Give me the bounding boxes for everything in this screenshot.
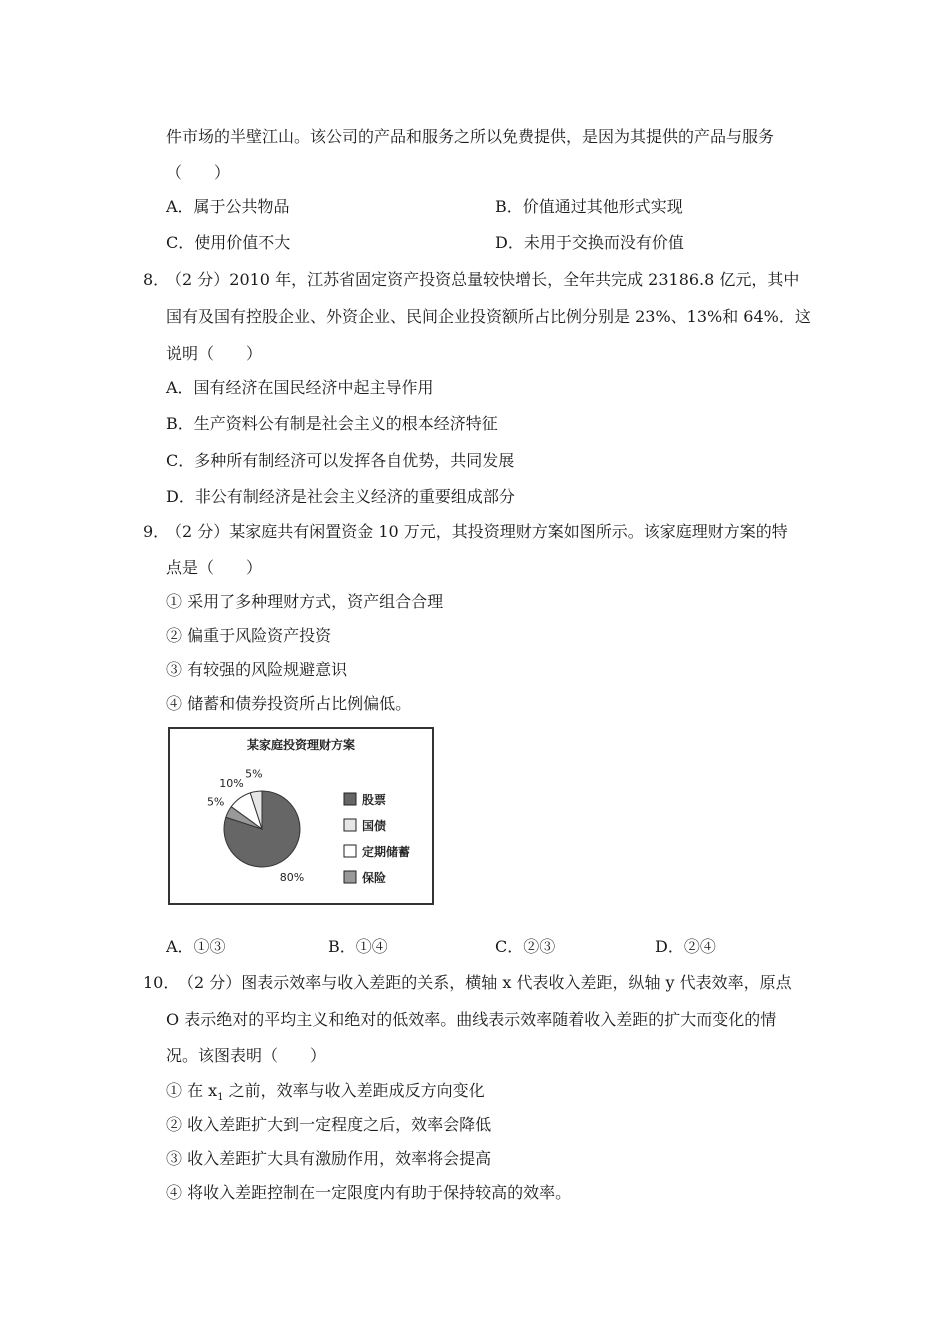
q8-option-c[interactable]: C．多种所有制经济可以发挥各自优势，共同发展 — [166, 451, 515, 470]
legend-label-deposit: 定期储蓄 — [362, 845, 411, 859]
q9-item-1: ① 采用了多种理财方式，资产组合合理 — [166, 592, 444, 611]
q8-option-d[interactable]: D．非公有制经济是社会主义经济的重要组成部分 — [166, 487, 515, 506]
q7-option-c[interactable]: C．使用价值不大 — [166, 233, 291, 252]
q10-item-1-sub: 1 — [217, 1092, 224, 1104]
q8-option-b[interactable]: B．生产资料公有制是社会主义的根本经济特征 — [166, 414, 498, 433]
legend-swatch-insurance — [344, 871, 356, 883]
q9-item-4: ④ 储蓄和债券投资所占比例偏低。 — [166, 694, 412, 713]
legend-label-insurance: 保险 — [362, 871, 387, 885]
q10-stem-line2: O 表示绝对的平均主义和绝对的低效率。曲线表示效率随着收入差距的扩大而变化的情 — [166, 1010, 777, 1029]
q7-option-d[interactable]: D．未用于交换而没有价值 — [495, 233, 684, 252]
q9-item-2: ② 偏重于风险资产投资 — [166, 626, 332, 645]
q9-item-3: ③ 有较强的风险规避意识 — [166, 660, 348, 679]
q9-option-c[interactable]: C．②③ — [495, 937, 556, 956]
pie-chart-svg — [170, 729, 432, 903]
q10-item-1-post: 之前，效率与收入差距成反方向变化 — [223, 1081, 485, 1100]
pie-slices — [224, 791, 300, 867]
pie-chart-figure — [168, 727, 434, 905]
legend-swatch-bond — [344, 819, 356, 831]
q7-stem-line1: 件市场的半壁江山。该公司的产品和服务之所以免费提供，是因为其提供的产品与服务 — [166, 127, 775, 146]
q7-option-b[interactable]: B．价值通过其他形式实现 — [495, 197, 683, 216]
q10-item-1 — [166, 1081, 485, 1108]
legend-swatch-stock — [344, 793, 356, 805]
q10-number: 10． — [143, 973, 180, 992]
legend-swatch-deposit — [344, 845, 356, 857]
q10-item-2: ② 收入差距扩大到一定程度之后，效率会降低 — [166, 1115, 492, 1134]
pie-label-bond: 5% — [245, 767, 263, 781]
pie-label-stock: 80% — [279, 871, 305, 884]
q8-stem-line1: （2 分）2010 年，江苏省固定资产投资总量较快增长，全年共完成 23186.8 亿元，其中 — [166, 270, 800, 289]
legend-label-bond: 国债 — [362, 819, 387, 833]
q9-stem-line1: （2 分）某家庭共有闲置资金 10 万元，其投资理财方案如图所示。该家庭理财方案的特 — [166, 522, 788, 541]
q8-option-a[interactable]: A．国有经济在国民经济中起主导作用 — [166, 378, 434, 397]
chart-title: 某家庭投资理财方案 — [246, 738, 356, 752]
q7-stem-line2: （ ） — [166, 163, 231, 182]
q8-stem-line3: 说明（ ） — [166, 344, 263, 363]
q10-item-1-pre: ① 在 x — [166, 1081, 218, 1100]
pie-label-deposit: 10% — [219, 776, 244, 790]
q10-item-3: ③ 收入差距扩大具有激励作用，效率将会提高 — [166, 1149, 492, 1168]
q10-stem-line1: （2 分）图表示效率与收入差距的关系，横轴 x 代表收入差距，纵轴 y 代表效率，原点 — [178, 973, 792, 992]
q9-option-d[interactable]: D．②④ — [655, 937, 716, 956]
q9-number: 9． — [143, 522, 170, 541]
q10-stem-line3: 况。该图表明（ ） — [166, 1046, 327, 1065]
legend-label-stock: 股票 — [362, 793, 387, 807]
q8-number: 8． — [143, 270, 170, 289]
q10-item-4: ④ 将收入差距控制在一定限度内有助于保持较高的效率。 — [166, 1183, 572, 1202]
q8-stem-line2: 国有及国有控股企业、外资企业、民间企业投资额所占比例分别是 23%、13%和 64%．这 — [166, 307, 811, 326]
pie-label-insurance: 5% — [206, 795, 225, 809]
q9-option-a[interactable]: A．①③ — [166, 937, 226, 956]
q9-stem-line2: 点是（ ） — [166, 558, 263, 577]
pie-legend — [344, 792, 410, 885]
q7-option-a[interactable]: A．属于公共物品 — [166, 197, 290, 216]
q9-option-b[interactable]: B．①④ — [328, 937, 388, 956]
